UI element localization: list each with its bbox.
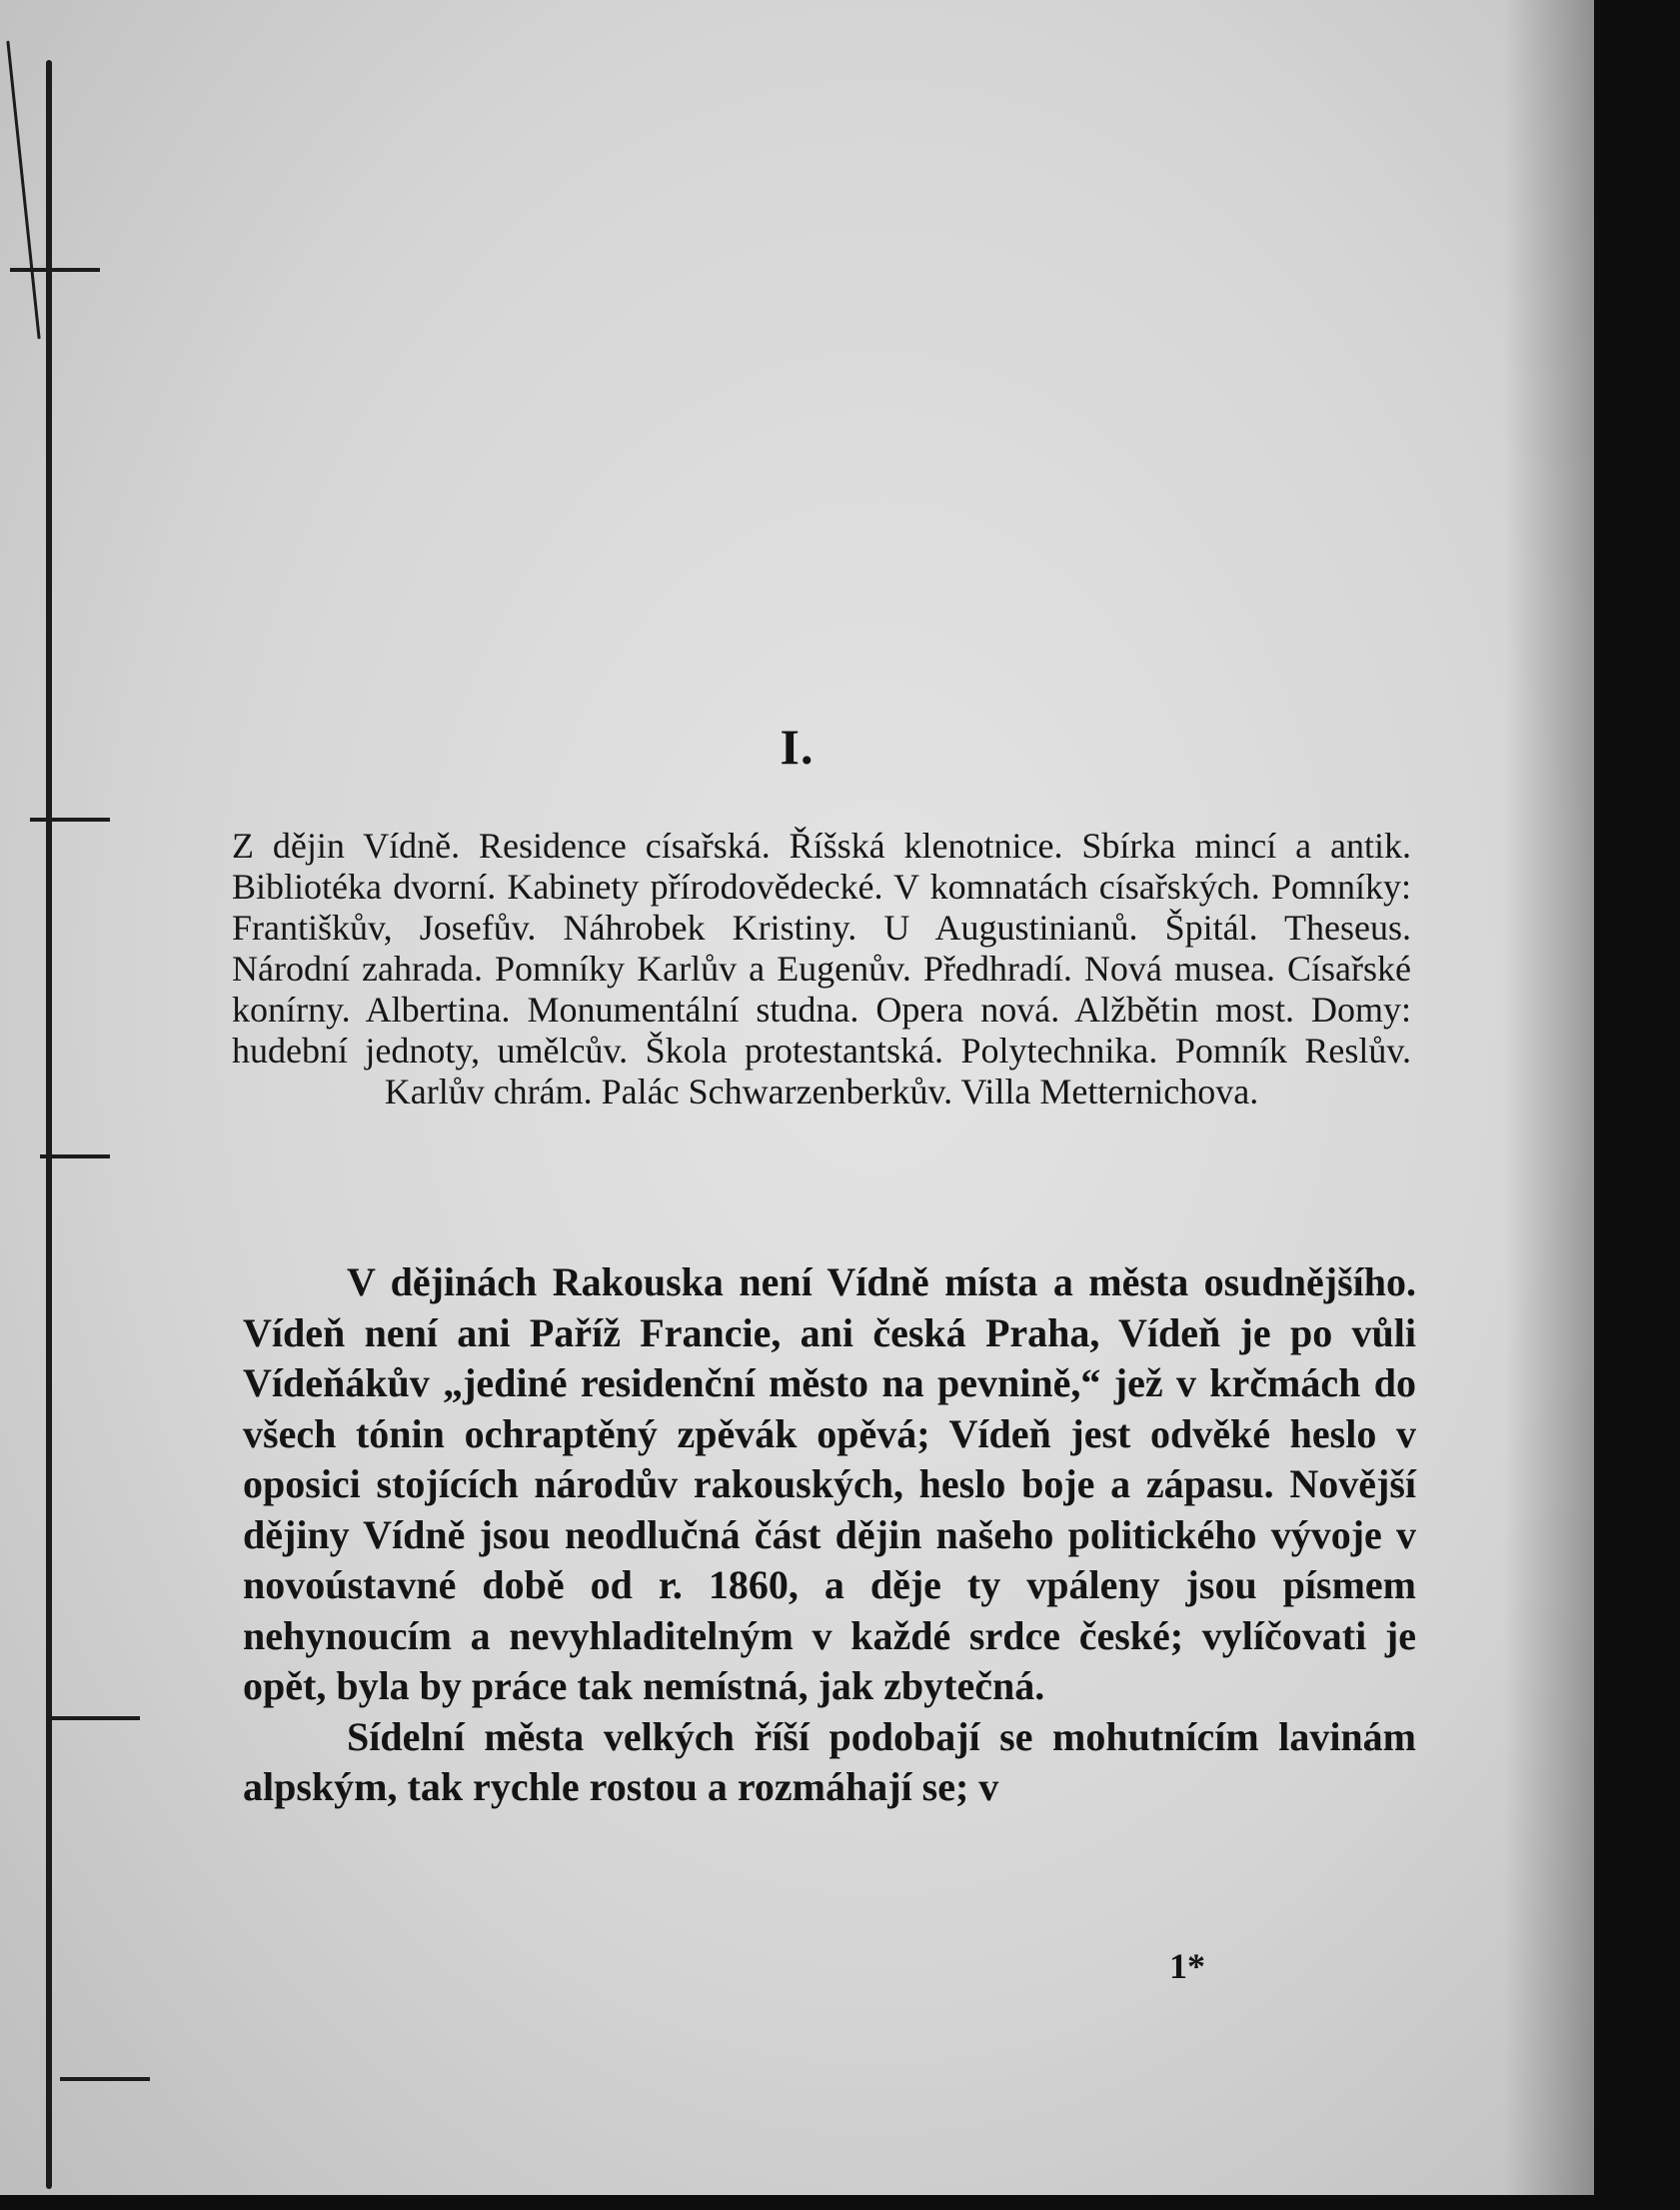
paragraph: V dějinách Rakouska není Vídně místa a města osudnějšího. Vídeň není ani Paříž Francie, ani česká Praha, Vídeň je po vůli Vídeňákův „jediné residenční město na pevnině,“ jež v krčmách do všech tónin ochraptěný zpěvák opěvá; Vídeň jest odvěké heslo v oposici stojících národův rakouských, heslo boje a zápasu. Novější dějiny Vídně jsou neodlučná část dějin našeho politického vývoje v novoústavné době od r. 1860, a děje ty vpáleny jsou písmem nehynoucím a nevyhladitelným v každé srdce české; vylíčovati je opět, byla by práce tak nemístná, jak zbytečná.: [243, 1259, 1416, 1708]
binding-edge: [46, 60, 52, 2189]
binding-mark: [40, 1154, 110, 1158]
paragraph: Sídelní města velkých říší podobají se mohutnícím lavinám alpským, tak rychle rostou a rozmáhají se; v: [243, 1713, 1416, 1809]
chapter-summary: Z dějin Vídně. Residence císařská. Říšská klenotnice. Sbírka mincí a antik. Bibliotéka dvorní. Kabinety přírodovědecké. V komnatách císařských. Pomníky: Františkův, Josefův. Náhrobek Kristiny. U Augustinianů. Špitál. Theseus. Národní zahrada. Pomníky Karlův a Eugenův. Předhradí. Nová musea. Císařské konírny. Albertina. Monumentální studna. Opera nová. Alžbětin most. Domy: hudební jednoty, umělcův. Škola protestantská. Polytechnika. Pomník Reslův. Karlův chrám. Palác Schwarzenberkův. Villa Metternichova.: [232, 826, 1411, 1111]
binding-mark: [30, 818, 110, 822]
signature-mark: 1*: [1169, 1946, 1205, 1986]
binding-mark: [10, 268, 100, 272]
binding-edge-thin: [6, 41, 40, 340]
binding-mark: [60, 2077, 150, 2081]
page-edge-shadow: [1504, 0, 1594, 2195]
binding-mark: [50, 1716, 140, 1720]
body-text: [243, 1257, 1416, 1813]
chapter-number: I.: [780, 719, 815, 775]
